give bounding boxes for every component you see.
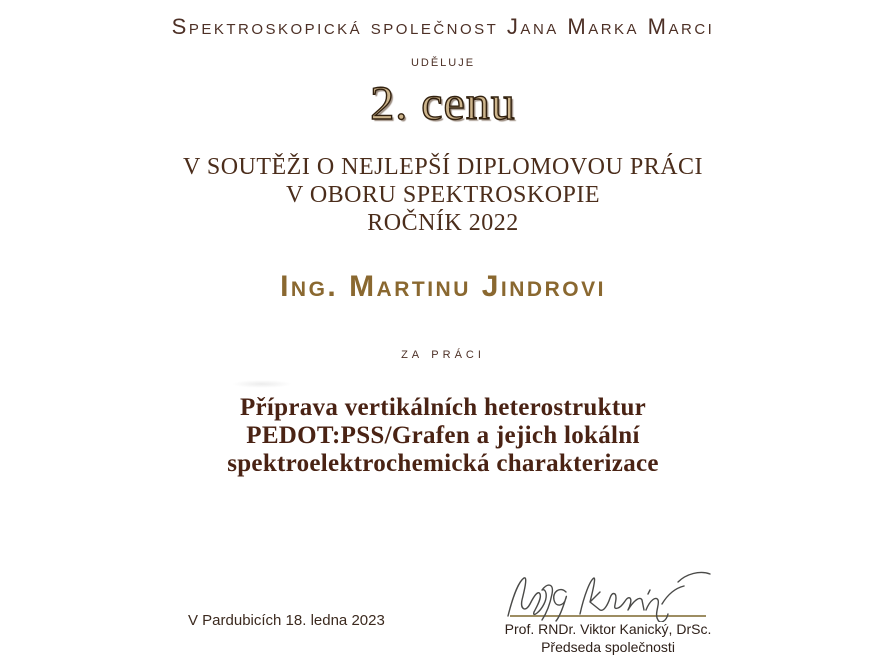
for-work-text: za práci [401,345,485,362]
signatory-title: Předseda společnosti [541,639,675,655]
contest-line-1: V SOUTĚŽI O NEJLEPŠÍ DIPLOMOVOU PRÁCI [182,154,704,180]
signatory-name: Prof. RNDr. Viktor Kanický, DrSc. [504,621,712,637]
contest-description [0,153,886,237]
place-and-date: V Pardubicích 18. ledna 2023 [188,612,385,629]
thesis-title-line-1: Příprava vertikálních heterostruktur [239,394,647,421]
organization-name: Spektroskopická společnost Jana Marka Marci [171,14,715,39]
contest-line-3: ROČNÍK 2022 [367,210,519,236]
signature-block [496,566,720,656]
scan-artifact [232,380,292,388]
thesis-title [0,394,886,478]
signature-line [510,615,706,617]
signature-icon [500,566,716,622]
thesis-title-line-2: PEDOT:PSS/Grafen a jejich lokální [246,422,640,449]
thesis-title-line-3: spektroelektrochemická charakterizace [227,450,659,477]
award-action-text: uděluje [410,53,476,70]
recipient-name: Ing. Martinu Jindrovi [280,270,606,303]
award-title: 2. cenu [370,77,516,130]
contest-line-2: V OBORU SPEKTROSKOPIE [285,182,601,208]
